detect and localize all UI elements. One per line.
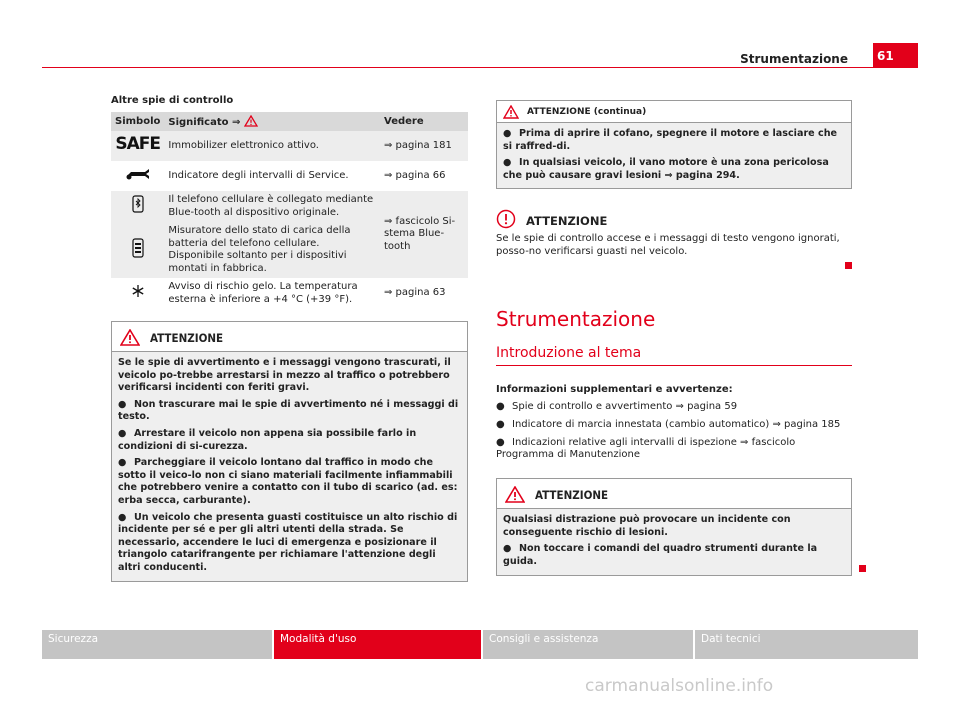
footer-tab-safety[interactable]: Sicurezza xyxy=(42,630,272,659)
list-item[interactable]: ● Indicazioni relative agli intervalli di ispezione ⇒ fascicolo Programma di Manutenzione xyxy=(496,436,796,461)
chapter-title: Strumentazione xyxy=(496,306,656,331)
col-header-meaning: Significato ⇒ xyxy=(164,112,380,131)
warning-triangle-icon xyxy=(120,329,140,346)
notice-block xyxy=(496,209,852,259)
row-meaning: Il telefono cellulare è collegato mediante Blue-tooth al dispositivo originale. xyxy=(164,191,380,222)
subchapter-title: Introduzione al tema xyxy=(496,345,852,366)
table-row xyxy=(111,278,468,309)
notice-text: Se le spie di controllo accese e i messaggi di testo vengono ignorati, posso-no verificarsi guasti nel veicolo. xyxy=(496,233,852,259)
warning-intro: Qualsiasi distrazione può provocare un incidente con conseguente rischio di lesioni. xyxy=(503,514,791,538)
left-column xyxy=(111,95,468,582)
warning-bullet: ● Non toccare i comandi del quadro strumenti durante la guida. xyxy=(503,543,818,567)
warning-bullet: ● Arrestare il veicolo non appena sia possibile farlo in condizioni di si-curezza. xyxy=(118,427,417,452)
warning-lights-table xyxy=(111,112,468,309)
right-column xyxy=(496,100,852,576)
exclamation-circle-icon xyxy=(496,209,516,229)
warning-box-header xyxy=(497,479,851,509)
row-reference-link[interactable]: ⇒ pagina 181 xyxy=(380,131,468,161)
page-number: 61 xyxy=(873,43,918,68)
row-reference-link[interactable]: ⇒ fascicolo Si-stema Blue-tooth xyxy=(380,191,468,278)
list-item[interactable]: ● Spie di controllo e avvertimento ⇒ pagina 59 xyxy=(496,400,738,412)
table-row xyxy=(111,161,468,191)
warning-bullet: ● Non trascurare mai le spie di avvertimento né i messaggi di testo. xyxy=(118,398,459,423)
warning-triangle-icon xyxy=(244,115,258,127)
warning-continued-header xyxy=(497,101,851,123)
row-meaning: Immobilizer elettronico attivo. xyxy=(164,131,380,161)
notice-title: ATTENZIONE xyxy=(526,214,608,229)
table-row xyxy=(111,131,468,161)
warning-intro: Se le spie di avvertimento e i messaggi vengono trascurati, il veicolo po-trebbe arrestarsi in mezzo al traffico o potrebbero verificarsi incidenti con feriti gravi. xyxy=(118,357,451,394)
warning-box-distraction xyxy=(496,478,852,575)
warning-body xyxy=(112,352,467,581)
end-of-section-marker xyxy=(859,565,866,572)
info-list xyxy=(496,401,852,462)
footer-tab-advice[interactable]: Consigli e assistenza xyxy=(483,630,693,659)
row-meaning: Avviso di rischio gelo. La temperatura esterna è inferiore a +4 °C (+39 °F). xyxy=(168,281,358,305)
warning-continued-box xyxy=(496,100,852,189)
warning-triangle-icon xyxy=(503,105,519,119)
table-row xyxy=(111,191,468,222)
bluetooth-phone-icon xyxy=(132,195,144,213)
phone-battery-icon xyxy=(132,238,144,258)
end-of-section-marker xyxy=(845,262,852,269)
safe-text-icon: SAFE xyxy=(115,134,161,155)
warning-box xyxy=(111,321,468,582)
row-meaning: Indicatore degli intervalli di Service. xyxy=(168,169,349,181)
row-reference-link[interactable]: ⇒ pagina 66 xyxy=(384,169,446,181)
warning-continued-body xyxy=(497,123,851,188)
wrench-icon xyxy=(125,168,151,180)
warning-continued-title: ATTENZIONE (continua) xyxy=(527,106,647,117)
warning-body xyxy=(497,509,851,574)
warning-bullet: ● In qualsiasi veicolo, il vano motore è una zona pericolosa che può causare gravi lesioni ⇒ pagina 294. xyxy=(503,157,829,181)
footer-tab-technical[interactable]: Dati tecnici xyxy=(695,630,918,659)
warning-triangle-icon xyxy=(505,486,525,503)
list-item[interactable]: ● Indicatore di marcia innestata (cambio automatico) ⇒ pagina 185 xyxy=(496,418,841,430)
warning-title: ATTENZIONE xyxy=(150,330,224,345)
row-meaning: Misuratore dello stato di carica della batteria del telefono cellulare. Disponibile soltanto per i dispositivi montati in fabbrica. xyxy=(164,222,380,278)
section-title: Altre spie di controllo xyxy=(111,95,234,106)
info-title: Informazioni supplementari e avvertenze: xyxy=(496,383,733,395)
footer-tab-usage[interactable]: Modalità d'uso xyxy=(274,630,481,659)
snowflake-icon xyxy=(131,284,145,298)
table-header-row xyxy=(111,112,468,131)
warning-bullet: ● Prima di aprire il cofano, spegnere il motore e lasciare che si raffred-di. xyxy=(503,128,838,152)
warning-bullet: ● Un veicolo che presenta guasti costituisce un alto rischio di incidente per sé e per gli altri utenti della strada. Se necessario, accendere le luci di emergenza e posizionare il triangolo catarifrangente per richiamare l'attenzione degli altri conducenti. xyxy=(118,511,458,573)
row-reference-link[interactable]: ⇒ pagina 63 xyxy=(384,287,446,299)
warning-box-header xyxy=(112,322,467,352)
warning-title: ATTENZIONE xyxy=(535,487,609,502)
watermark: carmanualsonline.info xyxy=(585,676,774,696)
col-header-symbol: Simbolo xyxy=(111,112,164,131)
page-header-title: Strumentazione xyxy=(740,52,848,66)
header-rule xyxy=(42,67,918,68)
col-header-see: Vedere xyxy=(380,112,468,131)
warning-bullet: ● Parcheggiare il veicolo lontano dal traffico in modo che sotto il veico-lo non ci siano materiali facilmente infiammabili che potrebbero venire a contatto con il tubo di scarico (ad. es: erba secca, carburante). xyxy=(118,457,458,506)
notice-header xyxy=(496,209,852,229)
